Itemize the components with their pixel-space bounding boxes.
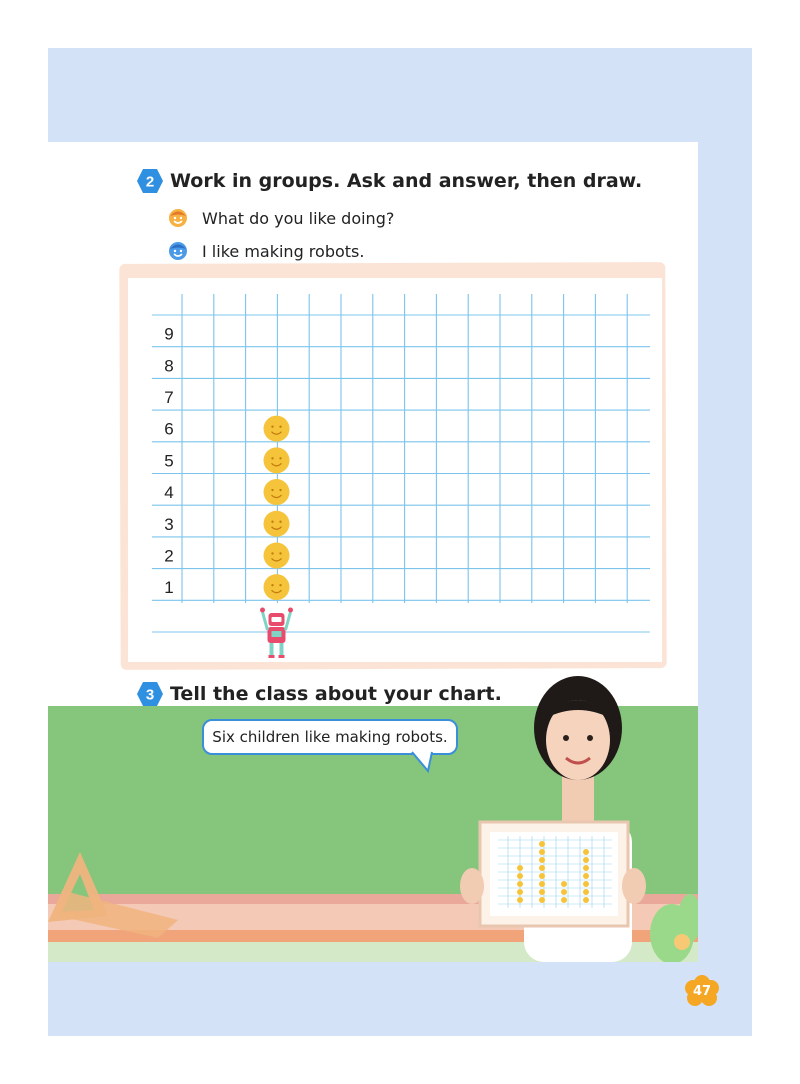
robot-icon (260, 608, 293, 659)
smiley-face-icon (264, 574, 290, 600)
y-tick-label: 5 (164, 451, 174, 471)
y-tick-label: 2 (164, 546, 174, 566)
answer-text: I like making robots. (202, 241, 365, 261)
y-tick-label: 1 (164, 578, 174, 598)
y-tick-label: 6 (164, 419, 174, 439)
svg-text:2: 2 (145, 173, 155, 191)
smiley-face-icon (264, 479, 290, 505)
smiley-face-icon (264, 416, 290, 442)
section-3-heading (136, 680, 502, 708)
smiley-face-icon (264, 447, 290, 473)
section-number-badge (136, 680, 164, 708)
section-2-instruction: Work in groups. Ask and answer, then draw. (170, 170, 643, 192)
svg-text:3: 3 (145, 686, 155, 704)
y-tick-label: 8 (164, 356, 174, 376)
girl-with-chart-photo (458, 672, 698, 962)
speech-bubble-text: Six children like making robots. (212, 728, 448, 746)
smiley-face-icon (264, 511, 290, 537)
question-text: What do you like doing? (202, 208, 395, 228)
y-tick-label: 7 (164, 387, 174, 407)
speech-bubble-tail (410, 751, 434, 773)
speech-bubble (202, 719, 458, 755)
y-tick-label: 4 (164, 483, 174, 503)
y-tick-label: 3 (164, 514, 174, 534)
section-3-instruction: Tell the class about your chart. (170, 683, 502, 705)
y-tick-label: 9 (164, 324, 174, 344)
smiley-face-icon (264, 542, 290, 568)
page-number: 47 (692, 983, 712, 999)
